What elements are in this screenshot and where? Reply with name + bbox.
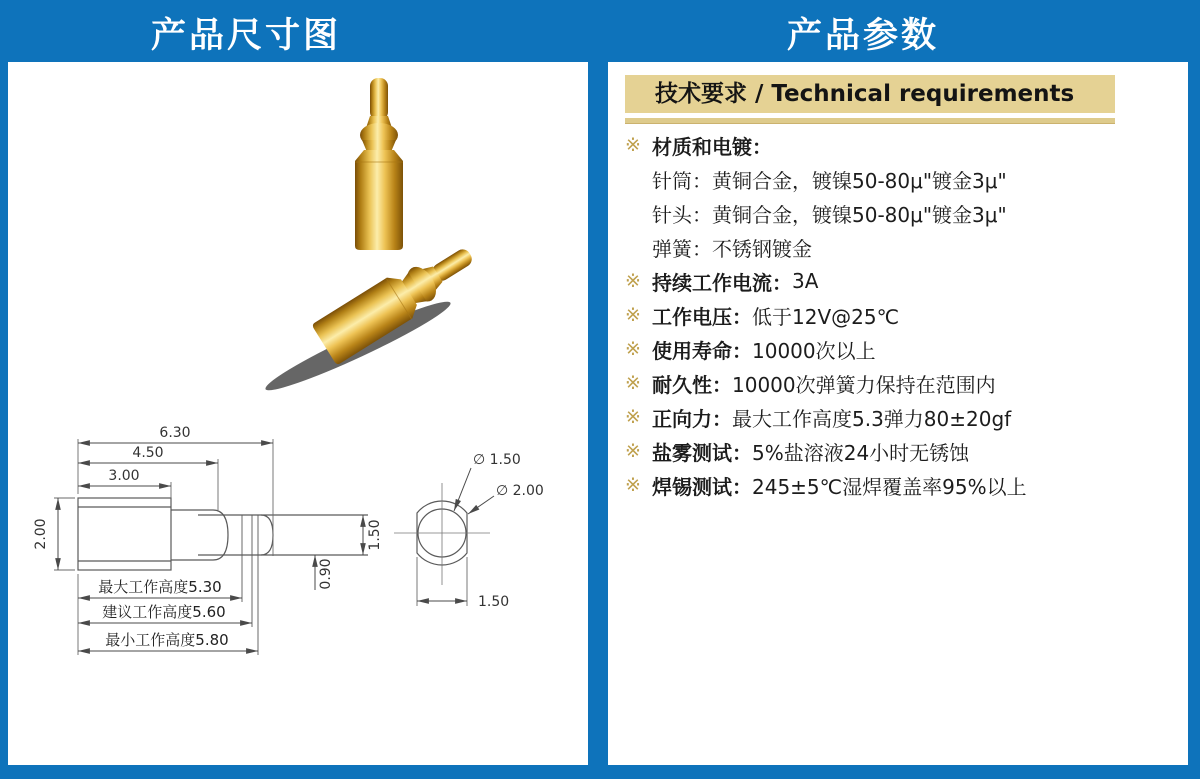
technical-requirements-header: 技术要求 / Technical requirements	[625, 75, 1115, 113]
spec-bullet: ※	[625, 304, 641, 326]
spec-line-material: ※ 材质和电镀：	[625, 134, 772, 159]
spec-bullet: ※	[625, 270, 641, 292]
spec-bullet: ※	[625, 134, 641, 156]
dim-1-50: 1.50	[367, 519, 383, 551]
dim-max-working-height: 最大工作高度5.30	[98, 578, 222, 596]
dim-3-00: 3.00	[108, 468, 140, 484]
product-photo	[8, 62, 588, 407]
spec-bullet: ※	[625, 338, 641, 360]
section-inner-dia-label: ∅ 1.50	[473, 452, 521, 468]
spec-bullet: ※	[625, 440, 641, 462]
spec-line-lifespan: ※ 使用寿命： 10000次以上	[625, 338, 876, 363]
dim-min-working-height: 最小工作高度5.80	[105, 631, 229, 649]
dim-suggested-working-height: 建议工作高度5.60	[102, 603, 226, 621]
right-page-title: 产品参数	[786, 16, 940, 56]
spec-bullet: ※	[625, 406, 641, 428]
section-outer-dia-label: ∅ 2.00	[496, 483, 544, 499]
pogo-pin-standing	[355, 78, 403, 250]
spec-list	[625, 128, 1175, 502]
spec-line-plunger: 针头：黄铜合金，镀镍50-80μ"镀金3μ"	[652, 202, 1007, 227]
section-crosshair	[394, 483, 490, 585]
dim-6-30: 6.30	[159, 425, 191, 441]
product-parameters-panel	[608, 62, 1188, 765]
dimension-drawing	[28, 408, 573, 708]
spec-line-salt-spray: ※ 盐雾测试： 5%盐溶液24小时无锈蚀	[625, 440, 970, 465]
spec-line-spring: 弹簧：不锈钢镀金	[652, 236, 812, 261]
section-width-label: 1.50	[478, 594, 510, 610]
left-page-title: 产品尺寸图	[150, 16, 342, 56]
spec-line-solder: ※ 焊锡测试： 245±5℃湿焊覆盖率95%以上	[625, 474, 1027, 499]
dim-4-50: 4.50	[132, 445, 164, 461]
spec-line-current: ※ 持续工作电流： 3A	[625, 269, 819, 295]
spec-line-durability: ※ 耐久性： 10000次弹簧力保持在范围内	[625, 372, 996, 397]
pogo-pin-lying	[311, 234, 482, 366]
dim-0-90: 0.90	[318, 558, 334, 590]
section-dimension-lines	[417, 468, 494, 601]
product-dimension-panel	[8, 62, 588, 765]
spec-line-tube: 针筒：黄铜合金，镀镍50-80μ"镀金3μ"	[652, 168, 1007, 193]
header-underline	[625, 118, 1115, 124]
spec-bullet: ※	[625, 474, 641, 496]
spec-line-voltage: ※ 工作电压： 低于12V@25℃	[625, 304, 900, 329]
dim-2-00: 2.00	[33, 518, 49, 550]
spec-line-force: ※ 正向力： 最大工作高度5.3弹力80±20gf	[625, 406, 1012, 431]
spec-bullet: ※	[625, 372, 641, 394]
